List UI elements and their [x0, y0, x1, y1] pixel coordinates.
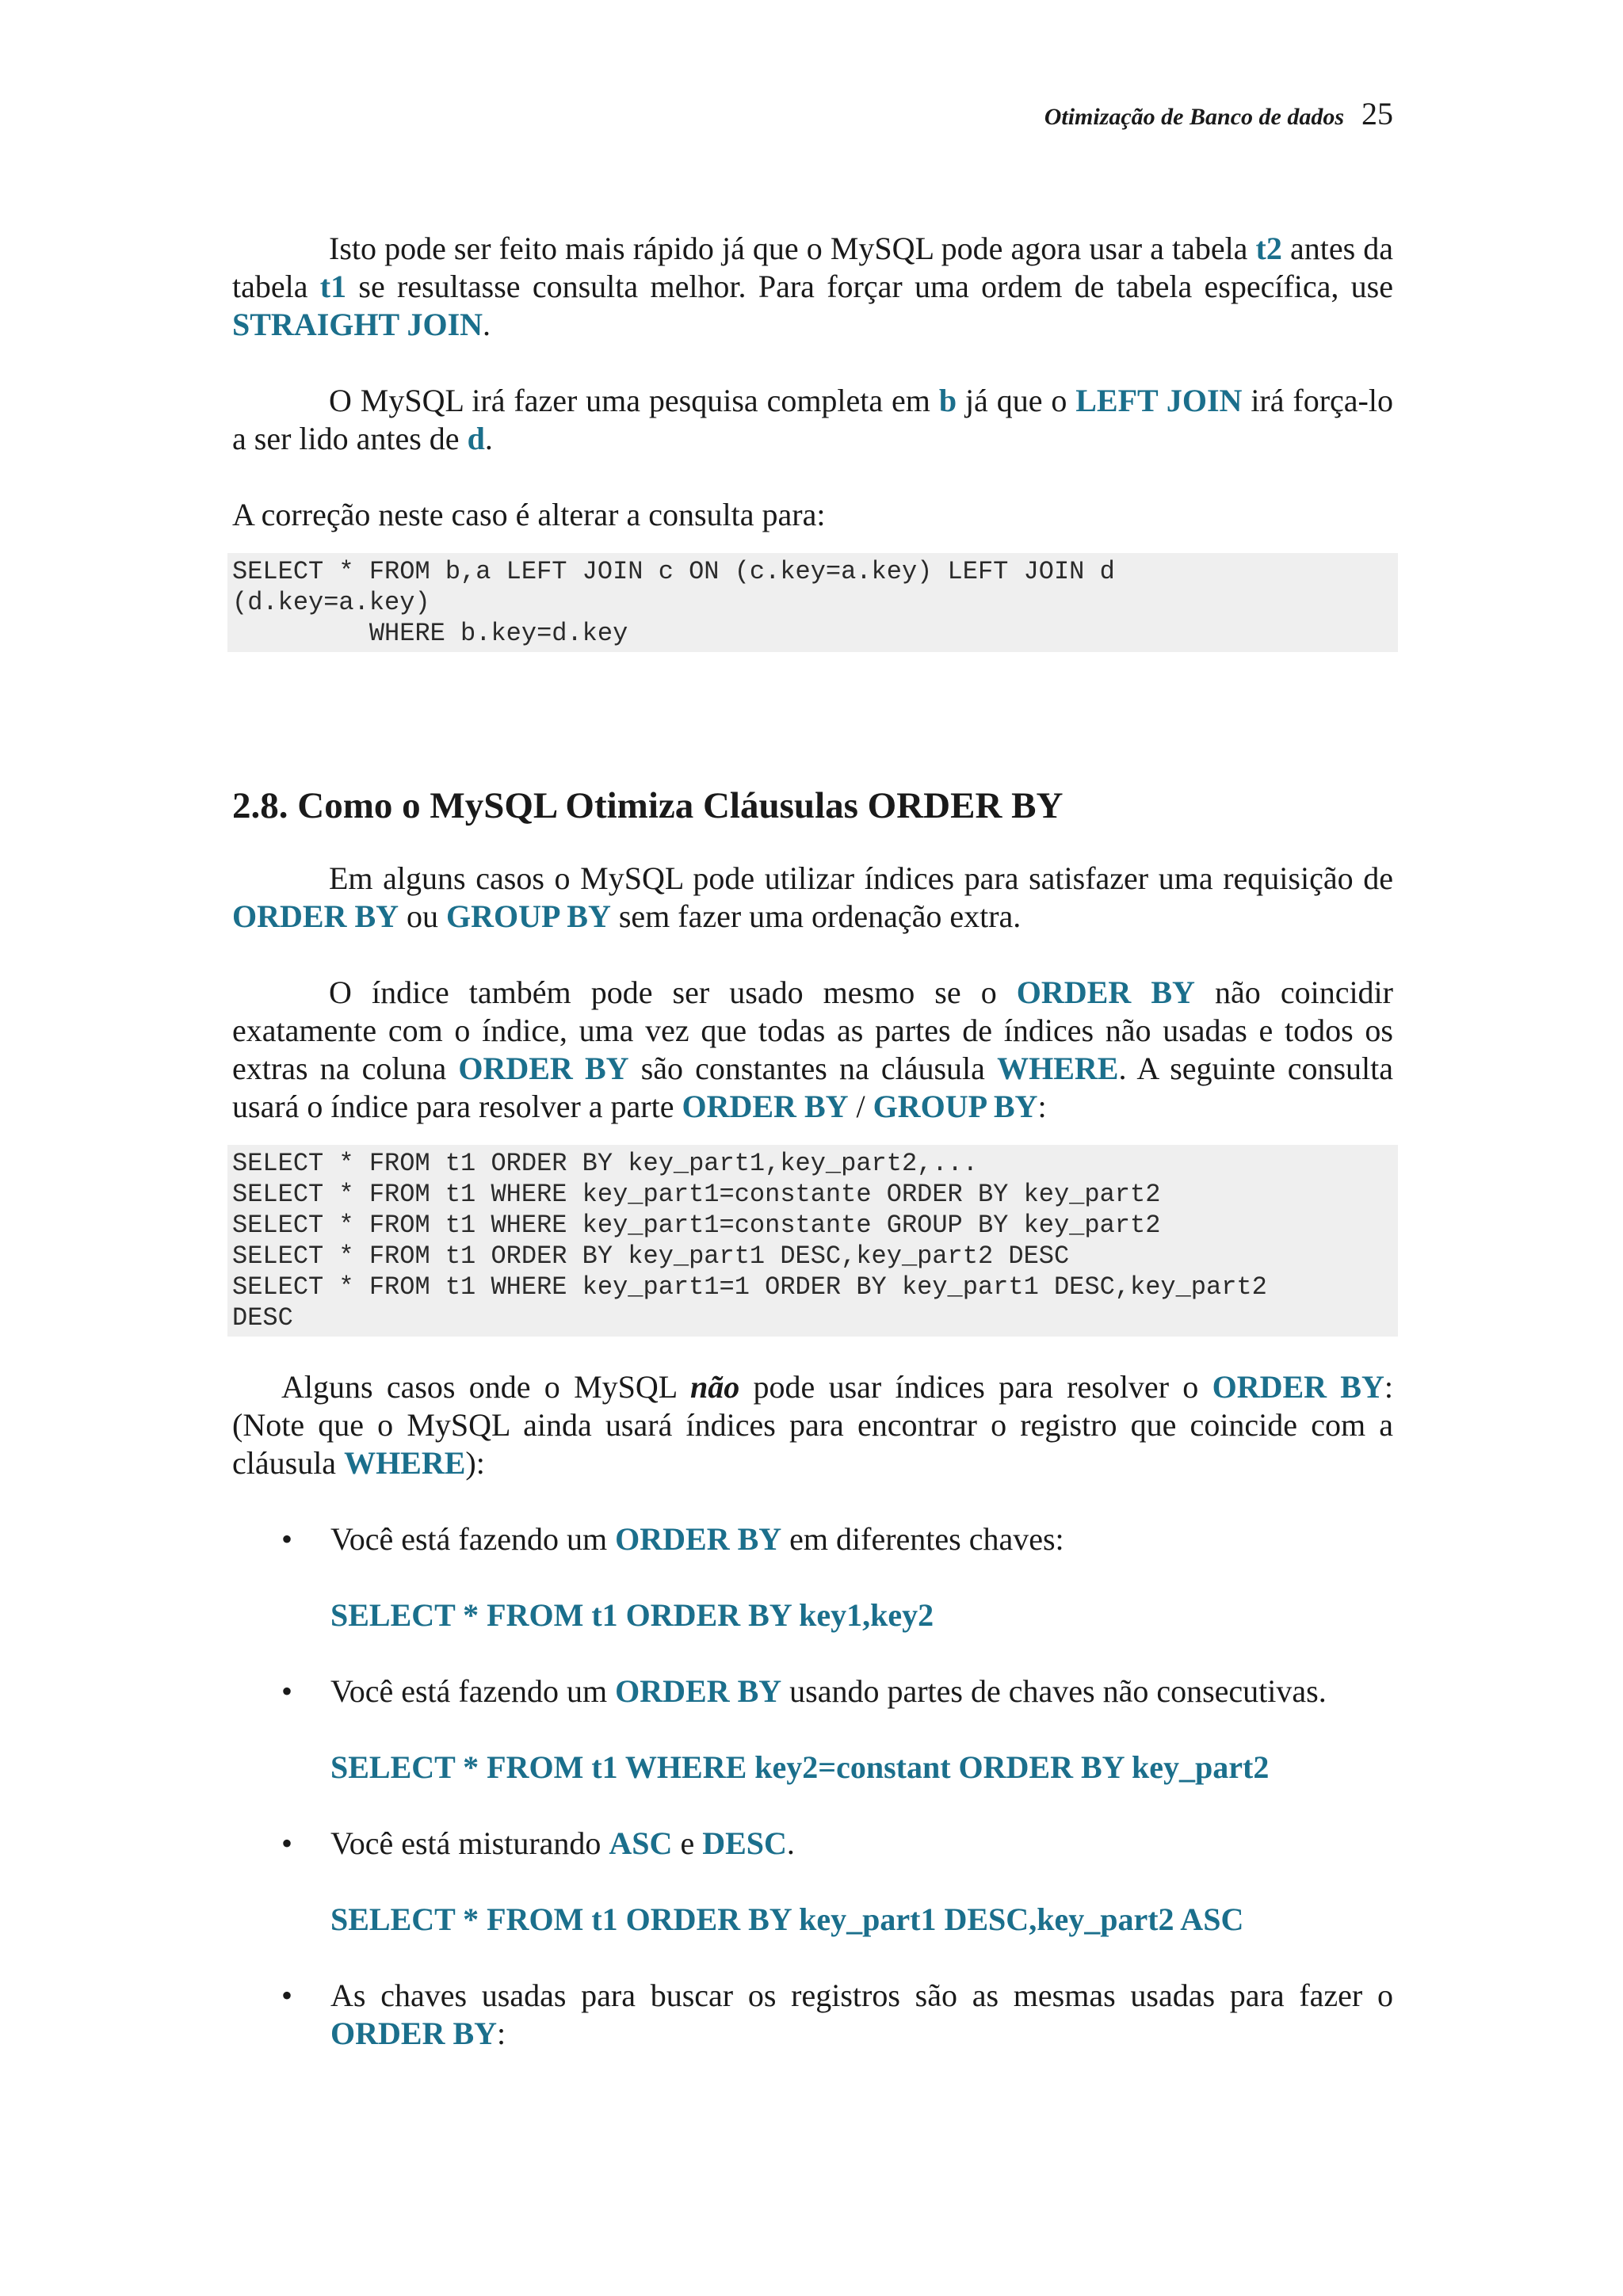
running-header-title: Otimização de Banco de dados [1044, 104, 1344, 130]
text: As chaves usadas para buscar os registros são as mesmas usadas para fazer o [330, 1978, 1393, 2013]
text: . [786, 1825, 795, 1861]
paragraph-table-order [232, 230, 1393, 344]
code-line: SELECT * FROM t1 ORDER BY key_part1 DESC,key_part2 DESC [232, 1241, 1070, 1271]
paragraph-no-index-cases [232, 1368, 1393, 1482]
keyword: WHERE [997, 1051, 1119, 1086]
list-item-text [330, 1672, 1393, 1711]
text: se resultasse consulta melhor. Para forçar uma ordem de tabela específica, use [346, 269, 1393, 304]
text: Em alguns casos o MySQL pode utilizar índices para satisfazer uma requisição de [329, 860, 1393, 896]
text: Isto pode ser feito mais rápido já que o MySQL pode agora usar a tabela [329, 231, 1256, 266]
keyword: t2 [1255, 231, 1282, 266]
list-item [232, 1520, 1393, 1558]
list-item [232, 1825, 1393, 1863]
text: ou [399, 898, 447, 934]
code-line: SELECT * FROM t1 WHERE key_part1=constante ORDER BY key_part2 [232, 1180, 1161, 1209]
page-number: 25 [1361, 96, 1393, 132]
bullet-list [232, 1977, 1393, 2053]
bullet-icon: • [281, 1521, 293, 1557]
text: . [484, 421, 493, 456]
code-line: WHERE b.key=d.key [232, 619, 628, 648]
text: : [1037, 1089, 1047, 1124]
keyword: t1 [319, 269, 347, 304]
bullet-list [232, 1825, 1393, 1863]
code-block-order-by-examples [227, 1145, 1398, 1337]
text: em diferentes chaves: [781, 1521, 1064, 1557]
sql-example: SELECT * FROM t1 WHERE key2=constant ORDER BY key_part2 [330, 1749, 1270, 1785]
text: O índice também pode ser usado mesmo se o [329, 974, 1017, 1010]
text: são constantes na cláusula [628, 1051, 998, 1086]
keyword: b [938, 383, 957, 418]
page-header [1044, 95, 1393, 132]
keyword: ORDER BY [1016, 974, 1195, 1010]
sql-example: SELECT * FROM t1 ORDER BY key_part1 DESC,key_part2 ASC [330, 1901, 1244, 1937]
keyword: ASC [609, 1825, 673, 1861]
text: pode usar índices para resolver o [739, 1369, 1212, 1405]
emphasis: não [690, 1369, 740, 1405]
text: e [672, 1825, 703, 1861]
text: . A seguinte consulta usará o índice para resolver a parte [232, 1051, 1394, 1124]
text: sem fazer uma ordenação extra. [610, 898, 1022, 934]
list-item-text [330, 1520, 1393, 1558]
keyword: ORDER BY [330, 2016, 498, 2051]
bullet-list [232, 1520, 1393, 1558]
code-line: SELECT * FROM t1 WHERE key_part1=1 ORDER BY key_part1 DESC,key_part2 [232, 1272, 1267, 1302]
list-item-text [330, 1977, 1393, 2053]
list-item-text [330, 1825, 1393, 1863]
keyword: GROUP BY [873, 1089, 1038, 1124]
text: já que o [957, 383, 1076, 418]
text: Você está fazendo um [330, 1521, 616, 1557]
paragraph-index-usage [232, 860, 1393, 936]
keyword: ORDER BY [232, 898, 399, 934]
sql-example: SELECT * FROM t1 ORDER BY key1,key2 [330, 1597, 934, 1633]
code-block-correction [227, 553, 1398, 652]
keyword: LEFT JOIN [1075, 383, 1243, 418]
paragraph-index-match [232, 974, 1393, 1126]
list-item [232, 1977, 1393, 2053]
bullet-icon: • [281, 1825, 293, 1861]
text: Você está fazendo um [330, 1673, 616, 1709]
code-line: SELECT * FROM b,a LEFT JOIN c ON (c.key=a.key) LEFT JOIN d [232, 557, 1115, 586]
page-content [232, 230, 1393, 2053]
keyword: STRAIGHT JOIN [232, 307, 483, 342]
text: / [848, 1089, 873, 1124]
list-item [232, 1672, 1393, 1711]
keyword: ORDER BY [682, 1089, 849, 1124]
paragraph-left-join [232, 382, 1393, 458]
text: . [483, 307, 491, 342]
bullet-icon: • [281, 1673, 293, 1709]
keyword: ORDER BY [458, 1051, 629, 1086]
code-line: SELECT * FROM t1 ORDER BY key_part1,key_part2,... [232, 1149, 978, 1178]
text: O MySQL irá fazer uma pesquisa completa em [329, 383, 939, 418]
code-line: DESC [232, 1303, 293, 1333]
code-line: SELECT * FROM t1 WHERE key_part1=constante GROUP BY key_part2 [232, 1211, 1161, 1240]
bullet-icon: • [281, 1978, 293, 2013]
paragraph-correction: A correção neste caso é alterar a consulta para: [232, 497, 826, 532]
keyword: ORDER BY [1212, 1369, 1384, 1405]
keyword: d [467, 421, 485, 456]
text: antes da tabela [232, 231, 1393, 304]
text: não coincidir exatamente com o índice, uma vez que todas as partes de índices não usadas e todos os extras na coluna [232, 974, 1393, 1086]
text: usando partes de chaves não consecutivas. [781, 1673, 1327, 1709]
text: Você está misturando [330, 1825, 609, 1861]
keyword: GROUP BY [446, 898, 611, 934]
keyword: WHERE [344, 1445, 466, 1481]
section-heading: 2.8. Como o MySQL Otimiza Cláusulas ORDER BY [232, 785, 1064, 826]
text: : [497, 2016, 506, 2051]
code-line: (d.key=a.key) [232, 588, 430, 617]
keyword: ORDER BY [615, 1521, 782, 1557]
keyword: DESC [702, 1825, 787, 1861]
keyword: ORDER BY [615, 1673, 782, 1709]
text: irá força-lo a ser lido antes de [232, 383, 1393, 456]
text: Alguns casos onde o MySQL [281, 1369, 691, 1405]
text: : (Note que o MySQL ainda usará índices para encontrar o registro que coincide com a cláusula [232, 1369, 1394, 1481]
text: ): [465, 1445, 485, 1481]
bullet-list [232, 1672, 1393, 1711]
